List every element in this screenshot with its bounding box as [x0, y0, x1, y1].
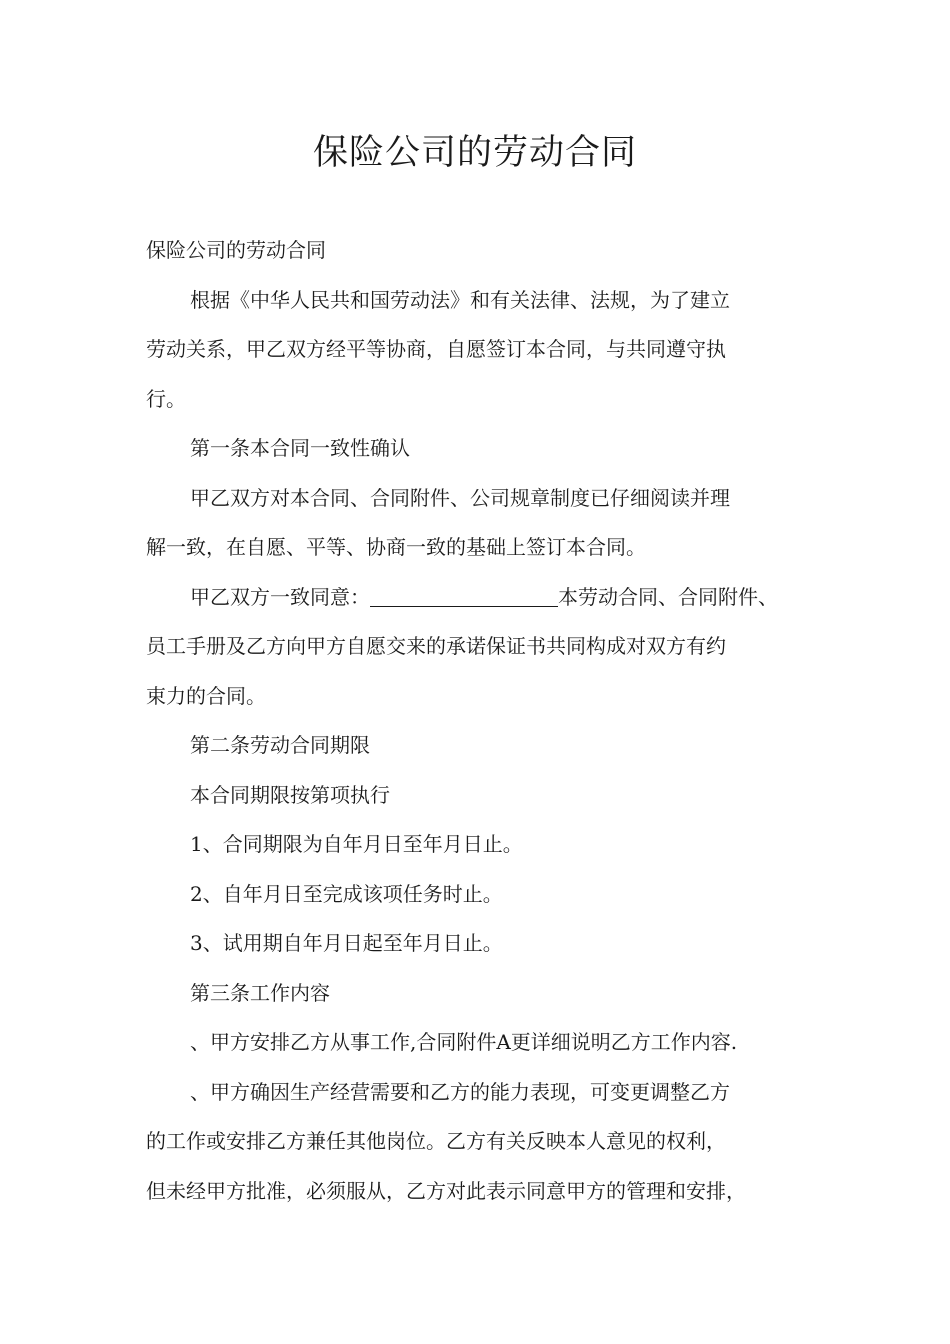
article-3-item-1: 、甲方安排乙方从事工作,合同附件A更详细说明乙方工作内容.: [190, 1030, 738, 1054]
preamble-line-1: 根据《中华人民共和国劳动法》和有关法律、法规，为了建立: [190, 287, 730, 312]
article-2-item-3: 3、试用期自年月日起至年月日止。: [190, 931, 503, 955]
fill-in-blank: [370, 584, 558, 607]
article-2-intro: 本合同期限按第项执行: [190, 782, 390, 807]
article-1-para-2-line-3: 束力的合同。: [146, 683, 266, 708]
agreement-suffix: 本劳动合同、合同附件、: [558, 584, 778, 609]
article-1-para-2-line-1: [146, 573, 826, 623]
article-3-item-2-line-1: 、甲方确因生产经营需要和乙方的能力表现，可变更调整乙方: [190, 1079, 730, 1104]
preamble-line-3: 行。: [146, 386, 186, 411]
preamble-line-2: 劳动关系，甲乙双方经平等协商，自愿签订本合同，与共同遵守执: [146, 337, 726, 361]
document-subtitle: 保险公司的劳动合同: [146, 238, 326, 262]
article-3-heading: 第三条工作内容: [190, 980, 330, 1005]
article-1-para-1-line-2: 解一致，在自愿、平等、协商一致的基础上签订本合同。: [146, 535, 646, 559]
article-1-heading: 第一条本合同一致性确认: [190, 436, 410, 460]
article-2-heading: 第二条劳动合同期限: [190, 733, 370, 757]
article-3-item-2-line-2: 的工作或安排乙方兼任其他岗位。乙方有关反映本人意见的权利，: [146, 1129, 726, 1153]
agreement-prefix: 甲乙双方一致同意：: [190, 584, 370, 609]
article-1-para-2-line-2: 员工手册及乙方向甲方自愿交来的承诺保证书共同构成对双方有约: [146, 634, 726, 658]
document-title: 保险公司的劳动合同: [312, 133, 637, 173]
article-1-para-1-line-1: 甲乙双方对本合同、合同附件、公司规章制度已仔细阅读并理: [190, 485, 730, 510]
document-body: [146, 226, 826, 1216]
article-2-item-1: 1、合同期限为自年月日至年月日止。: [190, 832, 523, 856]
article-2-item-2: 2、自年月日至完成该项任务时止。: [190, 881, 503, 906]
article-3-item-2-line-3: 但未经甲方批准，必须服从，乙方对此表示同意甲方的管理和安排，: [146, 1178, 746, 1203]
